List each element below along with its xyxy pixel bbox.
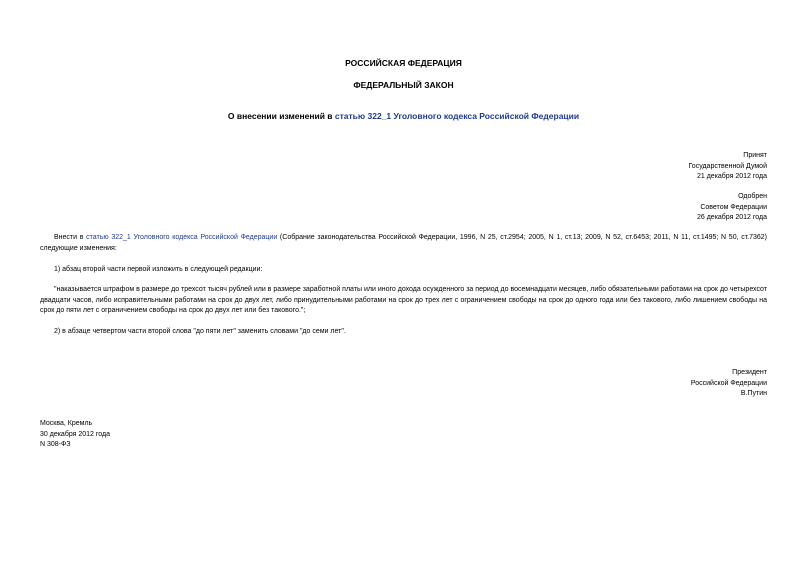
approved-line1: Одобрен: [738, 193, 767, 200]
adopted-line1: Принят: [743, 152, 767, 159]
law-title-prefix: О внесении изменений в: [227, 111, 335, 121]
law-title-link[interactable]: статью 322_1 Уголовного кодекса Российской Федерации: [334, 111, 580, 121]
adopted-line2: Государственной Думой: [688, 162, 767, 170]
signature-line1: Президент: [732, 369, 767, 376]
place-line3: N 308-ФЗ: [40, 441, 71, 448]
signature-line3: В.Путин: [740, 390, 767, 397]
item-2: 2) в абзаце четвертом части второй слова "до пяти лет" заменить словами "до семи лет".: [54, 328, 346, 335]
signature-block: [691, 368, 767, 400]
signature-line2: Российской Федерации: [690, 379, 767, 387]
law-type-heading: ФЕДЕРАЛЬНЫЙ ЗАКОН: [353, 80, 454, 90]
place-line2: 30 декабря 2012 года: [40, 430, 111, 438]
law-title: [0, 111, 807, 121]
approved-block: [697, 192, 767, 224]
place-block: [40, 419, 110, 451]
adopted-line3: 21 декабря 2012 года: [696, 173, 767, 180]
intro-suffix: (Собрание законодательства Российской Федерации, 1996, N 25, ст.2954; 2005, N 1, ст.13; 2009, N 52, ст.6453; 2011, N 11, ст.1495; N 50, ст.7362) следующие изменения:: [40, 234, 768, 252]
item-1: 1) абзац второй части первой изложить в следующей редакции:: [54, 266, 263, 273]
place-line1: Москва, Кремль: [40, 420, 93, 427]
country-heading: РОССИЙСКАЯ ФЕДЕРАЦИЯ: [345, 58, 462, 68]
intro-link[interactable]: статью 322_1 Уголовного кодекса Российской Федерации: [86, 234, 278, 241]
intro-prefix: Внести в: [54, 234, 87, 241]
intro-paragraph: [40, 233, 767, 254]
approved-line2: Советом Федерации: [700, 203, 767, 211]
quote-paragraph: "наказывается штрафом в размере до трехсот тысяч рублей или в размере заработной платы или иного дохода осужденного за период до восемнадцати месяцев, либо обязательными работами на срок до четырехсот двадцати часов, либо исправительными работами на срок до двух лет, либо принудительными работами на срок до трех лет с ограничением свободы на срок до одного года или без такового, либо лишением свободы на срок до пяти лет с ограничением свободы на срок до двух лет или без такового.";: [40, 286, 767, 314]
approved-line3: 26 декабря 2012 года: [696, 214, 767, 221]
adopted-block: [688, 151, 767, 183]
